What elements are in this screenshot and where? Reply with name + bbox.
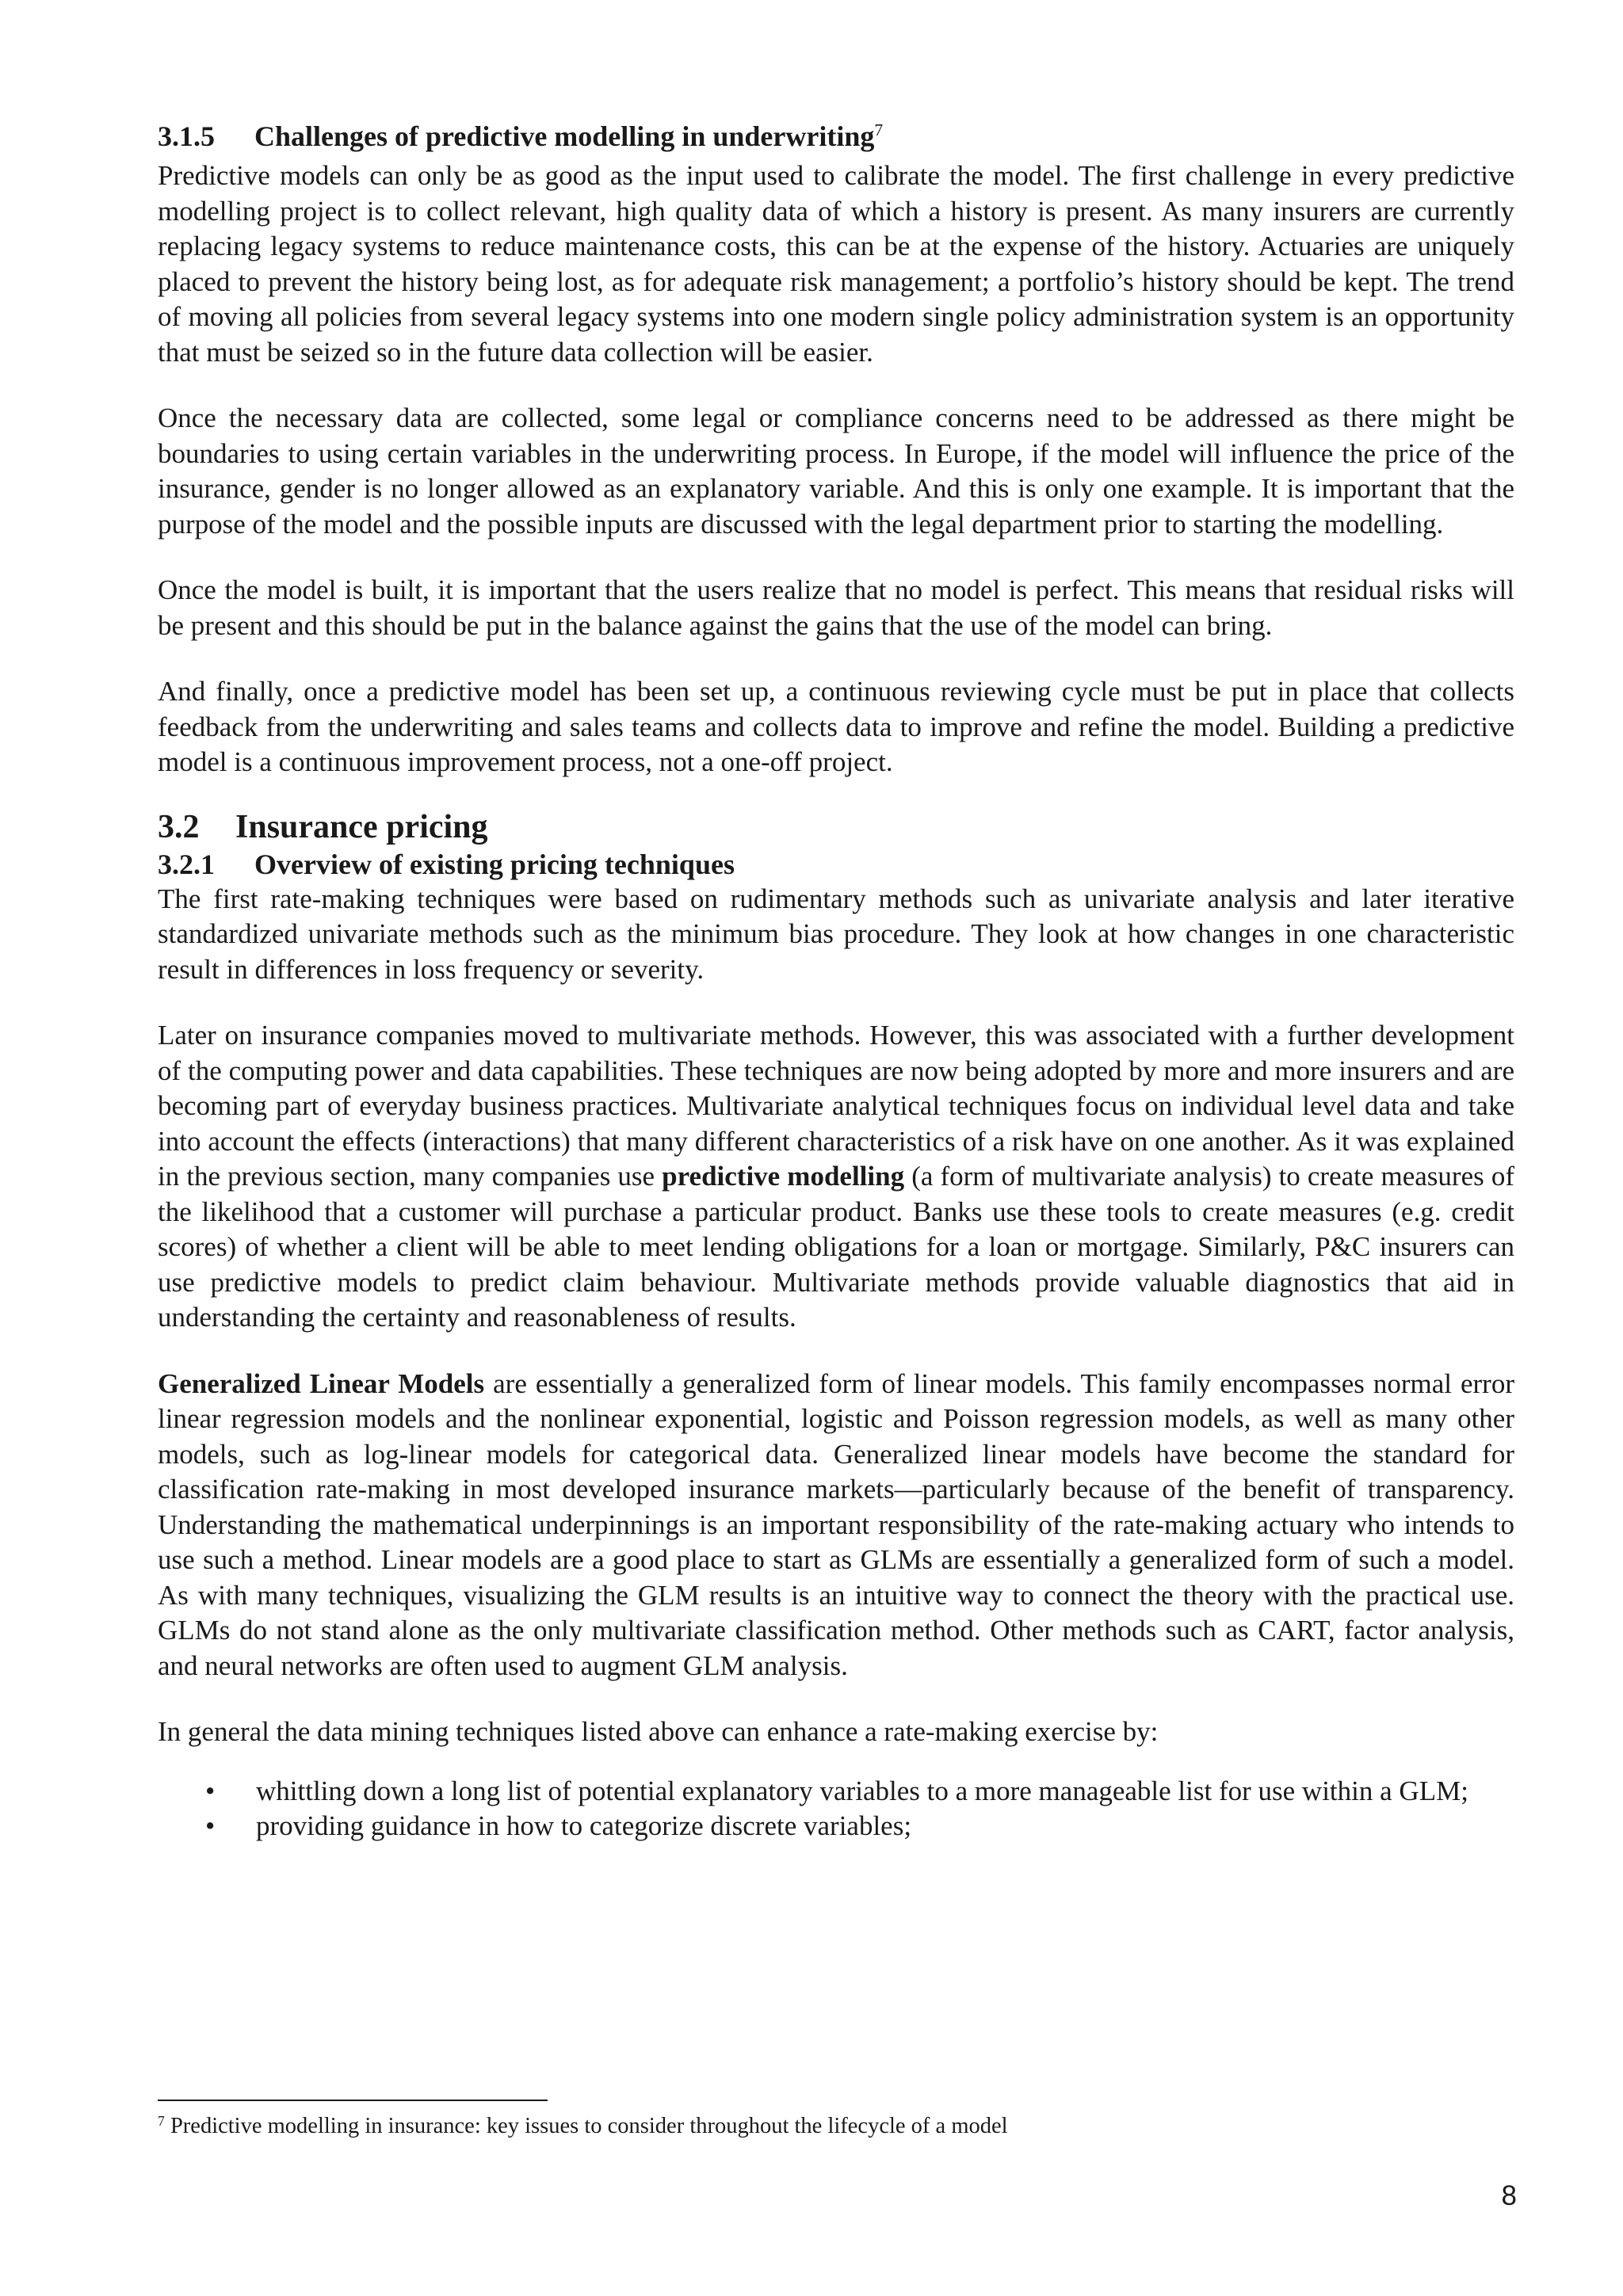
footnote-text: Predictive modelling in insurance: key issues to consider throughout the lifecycle of a model [164,2114,1008,2138]
heading-3-1-5 [158,119,1514,154]
page-content [158,119,1514,1844]
heading-title: Challenges of predictive modelling in underwriting [254,120,875,152]
bold-term-predictive-modelling: predictive modelling [662,1161,905,1192]
footnote [158,2112,1514,2141]
text-run: are essentially a generalized form of linear models. This family encompasses normal error linear regression models and the nonlinear exponential, logistic and Poisson regression models, as well as many other models, such as log-linear models for categorical data. Generalized linear models have become the standard for classification rate-making in most developed insurance markets—particularly because of the benefit of transparency. Understanding the mathematical underpinnings is an important responsibility of the rate-making actuary who intends to use such a method. Linear models are a good place to start as GLMs are essentially a generalized form of such a model. As with many techniques, visualizing the GLM results is an intuitive way to connect the theory with the practical use. GLMs do not stand alone as the only multivariate classification method. Other methods such as CART, factor analysis, and neural networks are often used to augment GLM analysis. [158,1367,1514,1681]
paragraph-review-cycle: And finally, once a predictive model has been set up, a continuous reviewing cycle must be put in place that collects feedback from the underwriting and sales teams and collects data to improve and refine the model. Building a predictive model is a continuous improvement process, not a one-off project. [158,676,1514,777]
heading-number: 3.1.5 [158,120,215,152]
bullet-list [158,1774,1514,1844]
bold-term-glm: Generalized Linear Models [158,1367,485,1399]
list-item-text: whittling down a long list of potential explanatory variables to a more manageable list for use within a GLM; [256,1775,1468,1806]
footnote-separator [158,2100,548,2101]
paragraph-legal-compliance: Once the necessary data are collected, some legal or compliance concerns need to be addressed as there might be boundaries to using certain variables in the underwriting process. In Europe, if the model will influence the price of the insurance, gender is no longer allowed as an explanatory variable. And this is only one example. It is important that the purpose of the model and the possible inputs are discussed with the legal department prior to starting the modelling. [158,402,1514,540]
heading-number: 3.2.1 [158,848,215,880]
list-item-text: providing guidance in how to categorize discrete variables; [256,1810,912,1841]
text-run: Later on insurance companies moved to multivariate methods. However, this was associated with a further development of the computing power and data capabilities. These techniques are now being adopted by more and more insurers and are becoming part of everyday business practices. Multivariate analytical techniques focus on individual level data and take into account the effects (interactions) that many different characteristics of a risk have on one another. As it was explained in the previous section, many companies use [158,1020,1514,1192]
text-run: (a form of multivariate analysis) to create measures of the likelihood that a customer will purchase a particular product. Banks use these tools to create measures (e.g. credit scores) of whether a client will be able to meet lending obligations for a loan or mortgage. Similarly, P&C insurers can use predictive models to predict claim behaviour. Multivariate methods provide valuable diagnostics that aid in understanding the certainty and reasonableness of results. [158,1161,1514,1333]
paragraph-data-quality: Predictive models can only be as good as the input used to calibrate the model. The first challenge in every predictive modelling project is to collect relevant, high quality data of which a history is present. As many insurers are currently replacing legacy systems to reduce maintenance costs, this can be at the expense of the history. Actuaries are uniquely placed to prevent the history being lost, as for adequate risk management; a portfolio’s history should be kept. The trend of moving all policies from several legacy systems into one modern single policy administration system is an opportunity that must be seized so in the future data collection will be easier. [158,160,1514,368]
paragraph-multivariate [158,1018,1514,1336]
heading-3-2 [158,807,1514,847]
list-item [158,1809,1514,1844]
heading-number: 3.2 [158,808,200,845]
page-number: 8 [1501,2180,1517,2211]
heading-3-2-1 [158,847,1514,882]
footnote-reference[interactable]: 7 [874,120,884,140]
list-item [158,1774,1514,1810]
bullet-icon: • [205,1775,216,1806]
heading-title: Overview of existing pricing techniques [254,848,735,880]
paragraph-glm [158,1367,1514,1684]
bullet-icon: • [205,1810,216,1841]
footnote-number: 7 [158,2113,165,2130]
paragraph-univariate: The first rate-making techniques were based on rudimentary methods such as univariate analysis and later iterative standardized univariate methods such as the minimum bias procedure. They look at how changes in one characteristic result in differences in loss frequency or severity. [158,883,1514,985]
paragraph-data-mining: In general the data mining techniques listed above can enhance a rate-making exercise by: [158,1716,1159,1747]
heading-title: Insurance pricing [235,808,488,845]
paragraph-residual-risk: Once the model is built, it is important that the users realize that no model is perfect. This means that residual risks will be present and this should be put in the balance against the gains that the use of the model can bring. [158,574,1514,641]
